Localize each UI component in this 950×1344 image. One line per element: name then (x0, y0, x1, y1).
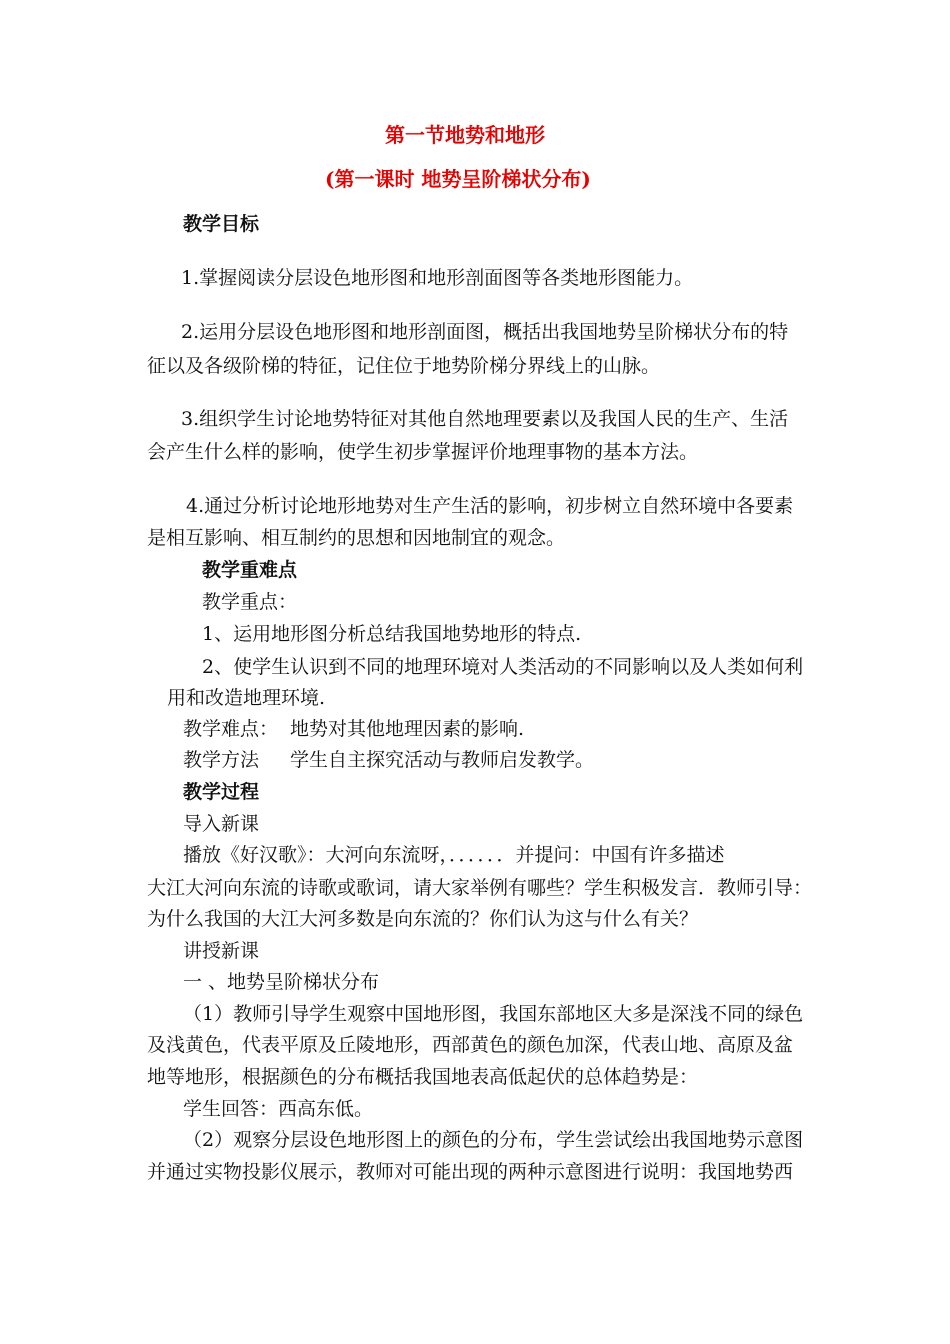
method-label: 教学方法 (183, 749, 260, 771)
paragraph-1-line-1: （1）教师引导学生观察中国地形图，我国东部地区大多是深浅不同的绿色 (183, 1003, 804, 1025)
paragraph-1-line-2: 及浅黄色，代表平原及丘陵地形，西部黄色的颜色加深，代表山地、高原及盆 (147, 1034, 794, 1056)
paragraph-1-line-3: 地等地形，根据颜色的分布概括我国地表高低起伏的总体趋势是： (147, 1066, 699, 1088)
section-1-heading: 一 、地势呈阶梯状分布 (183, 971, 380, 993)
intro-label: 导入新课 (183, 813, 260, 835)
keypoints-heading: 教学重难点 (202, 559, 298, 581)
process-heading: 教学过程 (183, 781, 260, 803)
objectives-heading: 教学目标 (183, 213, 260, 235)
intro-line-1: 播放《好汉歌》：大河向东流呀，．．．．．．并提问：中国有许多描述 (183, 844, 725, 866)
method-text: 学生自主探究活动与教师启发教学。 (290, 749, 595, 771)
objective-4-line-1: 4.通过分析讨论地形地势对生产生活的影响，初步树立自然环境中各要素 (186, 495, 794, 517)
focus-label: 教学重点： (202, 591, 298, 613)
objective-3-line-2: 会产生什么样的影响，使学生初步掌握评价地理事物的基本方法。 (147, 441, 699, 463)
objective-3-line-1: 3.组织学生讨论地势特征对其他自然地理要素以及我国人民的生产、生活 (181, 408, 789, 430)
page-title: 第一节地势和地形 (385, 123, 545, 147)
focus-2-line-2: 用和改造地理环境. (167, 687, 326, 709)
student-answer: 学生回答：西高东低。 (183, 1098, 374, 1120)
page-subtitle: (第一课时 地势呈阶梯状分布) (325, 167, 591, 191)
paragraph-2-line-2: 并通过实物投影仪展示，教师对可能出现的两种示意图进行说明：我国地势西 (147, 1161, 794, 1183)
objective-2-line-1: 2.运用分层设色地形图和地形剖面图，概括出我国地势呈阶梯状分布的特 (181, 321, 789, 343)
difficulty-text: 地势对其他地理因素的影响. (290, 718, 525, 740)
lecture-label: 讲授新课 (183, 940, 260, 962)
objective-1-line-1: 1.掌握阅读分层设色地形图和地形剖面图等各类地形图能力。 (181, 267, 694, 289)
intro-line-2: 大江大河向东流的诗歌或歌词，请大家举例有哪些？学生积极发言．教师引导： (147, 877, 813, 899)
difficulty-label: 教学难点： (183, 718, 279, 740)
focus-2-line-1: 2、使学生认识到不同的地理环境对人类活动的不同影响以及人类如何利 (202, 656, 804, 678)
objective-4-line-2: 是相互影响、相互制约的思想和因地制宜的观念。 (147, 527, 566, 549)
objective-2-line-2: 征以及各级阶梯的特征，记住位于地势阶梯分界线上的山脉。 (147, 355, 661, 377)
focus-1: 1、运用地形图分析总结我国地势地形的特点. (202, 623, 582, 645)
paragraph-2-line-1: （2）观察分层设色地形图上的颜色的分布，学生尝试绘出我国地势示意图 (183, 1129, 804, 1151)
intro-line-3: 为什么我国的大江大河多数是向东流的？你们认为这与什么有关？ (147, 908, 699, 930)
